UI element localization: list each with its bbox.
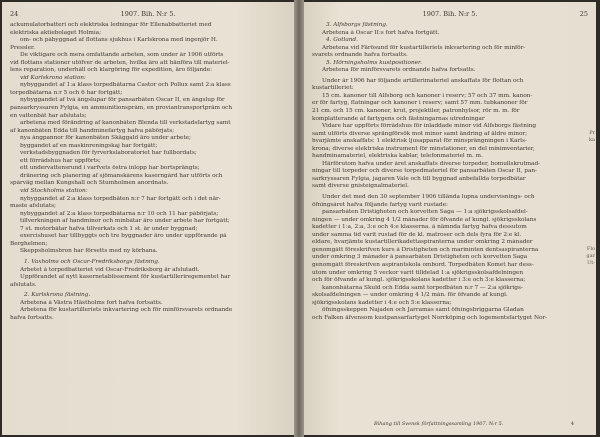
text-line: kanonbåtarna Skuld och Edda samt torpedbåten n:r 7 — 2:a sjökrigs- [322,284,523,291]
text-line: Uppförandet af nytt kasernetablissement för kustartilleriregementet har [20,274,231,281]
text-line: 5. Hörningsholms kustpositioner. [326,59,422,66]
margin-note: Pr [589,130,595,136]
text-line: Vidare har uppförts förrådshus för inladdade minor vid Älfsborgs fästning [322,123,537,130]
text-line: handminamateriel, elektriska kablar, telefonmateriel m. m. [312,153,483,160]
text-line: lens reparation, underhåll och klargöring för expedition, äro följande: [10,67,212,74]
text-line: nybyggandet af 2:a klass torpedbåtarna n:r 10 och 11 har påbörjats; [20,210,219,217]
text-line: tillverkningen af handminor och minbåtar äro under arbete har fortgått; [20,218,230,225]
text-line: svarets ordnande hafva fortsatts. [312,52,408,59]
margin-note: Ut- [587,260,595,266]
text-line: De viktigare och mera omfattande arbeten, som under år 1906 utförts [20,52,224,59]
text-line: 1. Vaxholms och Oscar-Fredriksborgs fästning. [24,258,160,265]
text-line: och Falken äfvensom kustpansarfartyget Norrköping och logementsfartyget Nor- [312,314,548,321]
text-line: af kanonbåten Edda till handminefartyg hafva påbörjats; [10,127,175,134]
text-line: Arbetena vid Färösund för kustartilleriets inkvartering och för minför- [322,44,526,51]
margin-note: ka [588,137,595,143]
left-running-head [2,9,294,19]
text-line: om- och påbyggnad af flottans sjukhus i Karlskrona med ingenjör H. [20,37,218,44]
text-line: komplatterande af fartygens och fästningarnas utredningar [312,115,485,122]
text-line: 4. Gotland. [326,37,358,44]
text-line: och för öfvande af kungl. sjökrigsskolans kadetter i 3:e och 3:e klasserna; [312,277,526,284]
text-line: byggandet af en maskinreningskaj har fortgått; [20,142,158,149]
right-page-body [312,22,588,322]
text-line: verkstadsbyggnaden för fyrverkslaboratoriet har fullbordats; [20,150,197,157]
right-page [304,2,596,435]
text-line: öfningsskeppen Najaden och Jarramas samt öfningsbriggarna Gladan [322,307,524,314]
text-line: pansarkryssaren Fylgia, en ammunitionspråm, en proviantransportpråm och [10,105,233,112]
text-line: nybyggandet af två ångslupar för pansarbåten Oscar II, en ångslup för [20,97,225,104]
text-line: ett förrådshus har uppförts; [20,157,101,164]
text-line: ningen — under omkring 4 1/2 månader för öfvande af kungl. sjökrigsskolans [312,216,537,223]
text-line: genomgått föreskrifven kurs å Dristigheten och marininten dentsaspiranterna [312,246,539,253]
footer-publication-text: Bihang till Svensk författningssamling 1907. N:r 5. [374,421,504,427]
left-page-number: 24 [10,10,19,18]
text-line: arbetena med förändring af kanonbåten Blenda till verkstadsfartyg samt [20,120,231,127]
margin-note: gar [586,253,595,259]
text-line: vid Stockholms station: [20,188,88,195]
book-gutter [294,0,304,437]
text-line: dränering och planering af sjömanskårens kaserngård har utförts och [20,172,223,179]
text-line: pansarbåten Dristigheten och korvetten Saga — 1:a sjökrigsskolsafdel- [322,209,528,216]
text-line: Under år 1906 har följande artillerimateriel anskaffats för flottan och [322,77,524,84]
right-page-footer [304,420,596,429]
left-page [2,2,294,435]
text-line: en vattenbåt har afslutats; [10,112,87,119]
right-running-head [304,9,596,19]
footer-signature-number: 4 [570,421,574,427]
text-line: samt diverse gnisteignalmateriel. [312,183,409,190]
text-line: 21 cm. och 15 cm. kanoner, krut, projektiler, patronhylsor, rör m. m. för [312,108,520,115]
text-line: torpedbåtarna n:r 5 och 6 har fortgått; [10,89,123,96]
text-line: Pressler. [10,44,35,51]
text-line: kadetter i 1:a, 2:a, 3:e och 4:e klasserna. å nämnda fartyg hafva dessutom [312,224,527,231]
text-line: sarkryssaren Fylgia, jagaren Vale och till byggnad anbefallda torpedbåtar [312,175,526,182]
text-line: Arbetet å torpedbatteriet vid Oscar-Fredriksborg är afslutadt. [20,266,200,273]
text-line: 2. Karlskrona fästning. [24,292,91,299]
text-line: 7 st. motorbåtar hafva tillverkats och 1 st. är under byggnad; [20,225,198,232]
text-line: eldare, hvarjämte kustartillerikadettaspiranterna under omkring 2 månader [312,239,533,246]
text-line: 3. Älfsborgs fästning. [326,22,388,28]
text-line: spårväg mellan Kungshall och Stumholmen anordnats. [10,180,169,187]
text-line: hvarjämte anskaffats: 1 elektrisk ljusapparat för minsprängningen i Karls- [312,138,527,145]
text-line: kustartilleriet: [312,85,354,92]
text-line: krona; diverse elektriska instrument för minstationer, en del minimventarier, [312,145,535,152]
text-line: 15 cm. kanoner till Älfsborg och kanoner i reserv; 57 och 37 mm. kanon- [322,92,533,99]
text-line: under samma tid varit rustad för de kl. matroser och dels fyra för 2:e kl. [312,231,522,238]
text-line: nybyggandet af 1:a klass torpedbåtarna Castor och Pollux samt 2:a klass [20,82,231,89]
text-line: öfningsåret hafva följande fartyg varit rustade: [312,201,448,208]
text-line: Berghelmen; [10,240,48,247]
text-line: Arbetena för kustartilleriets inkvartering och för minförsvarets ordnande [20,307,233,314]
text-line: genomgått föreskrifven aspirantskola ombord. Torpedbåten Komet har dess- [312,261,534,268]
text-line: Under det med den 30 september 1906 tillända lupna undervisnings- och [322,194,535,201]
text-line: skolsafdelningen — under omkring 4 1/2 mån. för öfvande af kungl. [312,292,508,299]
left-running-title: 1907. Bih. N:r 5. [120,10,176,18]
text-line: sjökrigsskolans kadetter i 4:e och 5:e klasserna; [312,299,452,306]
margin-note: Flo [586,246,595,252]
right-running-title: 1907. Bih. N:r 5. [422,10,478,18]
text-line: er för fartyg, flatningar och kanoner i reserv; samt 57 mm. tubkanoner för [312,100,528,107]
text-line: vid flottans stationer utöfver de arbeten, hvilka äro att hänföra till materiel- [10,59,230,66]
left-page-body [10,22,286,322]
text-line: Arbetena för minförsvarets ordnande hafva fortsatts. [322,67,476,74]
text-line: ett undervattensrund i varfvets östra inlopp har bortsprängts; [20,165,200,172]
text-line: nybyggandet af 2:a klass torpedbåten n:r 7 har fortgått och i det när- [20,195,221,202]
text-line: afslutats. [10,281,37,288]
text-line: Härförutom hafva under året anskaffats diverse torpeder, bomullskrutmad- [322,160,541,167]
text-line: utom under omkring 5 veckor varit tilldelad 1:a sjökrigsskolsafdelningen [312,269,524,276]
text-line: under omkring 3 månader å pansarbåten Dristigheten och korvetten Saga [312,254,528,261]
text-line: maste afslutats; [10,203,56,210]
text-line: ackumulatorbatteri och elektriska ledningar för Ellenabbatteriet med [10,22,212,28]
text-line: vid Karlskrona station: [20,74,86,81]
text-line: ningar till torpeder och diverse torpedmateriel för pansarbåten Oscar II, pan- [312,168,537,175]
text-line: nya ångpannor för kanonbåten Skäggald äro under arbete; [20,135,191,142]
text-line: Arbetena å Västra Hästholms fort hafva fortsatts. [20,299,163,306]
right-page-number: 25 [579,10,588,18]
text-line: elektriska aktiebolaget Holmia; [10,29,101,36]
text-line: Skeppsholmsbron har försetts med ny körbana. [20,248,158,255]
text-line: exercishuset har tillbyggts och tre byggnader äro under uppförande på [20,233,227,240]
text-line: hafva fortsatts. [10,314,54,321]
text-line: samt utförts diverse sprängförsök mot minor samt ändring af äldre minor; [312,130,528,137]
text-line: Arbetena å Oscar II:s fort hafva fortgått. [322,29,440,36]
